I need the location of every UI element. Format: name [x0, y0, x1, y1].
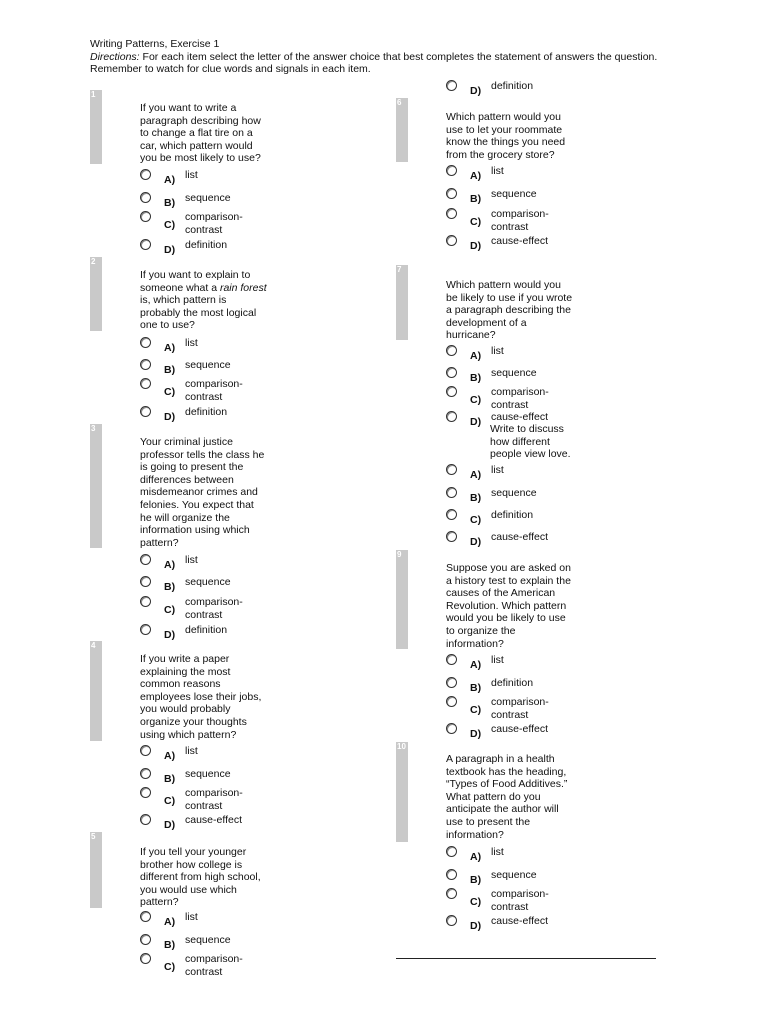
carryover-option[interactable] — [446, 80, 606, 100]
option-label: sequence — [491, 188, 537, 200]
option-c[interactable] — [446, 888, 606, 913]
question-number: 3 — [91, 424, 96, 433]
option-label: comparison-contrast — [491, 208, 549, 233]
option-d[interactable] — [446, 235, 606, 255]
option-letter: A) — [164, 750, 176, 762]
option-label: definition — [491, 80, 534, 92]
radio-button[interactable] — [140, 787, 151, 798]
radio-button[interactable] — [140, 596, 151, 607]
option-c[interactable] — [140, 787, 300, 812]
exercise-title: Writing Patterns, Exercise 1 — [90, 38, 220, 50]
option-c[interactable] — [446, 386, 606, 411]
radio-button[interactable] — [446, 869, 457, 880]
option-letter: C) — [470, 216, 482, 228]
question-prompt — [140, 269, 268, 332]
footer-rule — [396, 958, 656, 959]
option-letter: C) — [164, 604, 176, 616]
option-letter: D) — [470, 416, 482, 428]
option-letter: C) — [164, 795, 176, 807]
option-letter: A) — [470, 170, 482, 182]
option-label: comparison-contrast — [185, 953, 243, 978]
question-number-bar — [90, 832, 102, 908]
option-letter: D) — [470, 240, 482, 252]
radio-button[interactable] — [446, 235, 457, 246]
option-label: list — [185, 745, 198, 757]
option-label: definition — [185, 406, 228, 418]
option-letter: D) — [164, 819, 176, 831]
option-label: list — [185, 169, 198, 181]
directions — [90, 51, 690, 64]
option-letter: C) — [470, 514, 482, 526]
radio-button[interactable] — [446, 677, 457, 688]
option-label: cause-effect — [491, 411, 549, 423]
option-letter: D) — [470, 920, 482, 932]
radio-button[interactable] — [140, 768, 151, 779]
radio-button[interactable] — [446, 464, 457, 475]
option-letter: A) — [470, 350, 482, 362]
option-c[interactable] — [140, 211, 300, 236]
option-letter: B) — [164, 581, 176, 593]
option-a[interactable] — [446, 846, 606, 866]
question-2 — [90, 257, 390, 427]
option-letter: B) — [470, 682, 482, 694]
option-b[interactable] — [140, 359, 300, 379]
radio-button[interactable] — [140, 406, 151, 417]
question-number: 9 — [397, 550, 402, 559]
radio-button[interactable] — [140, 934, 151, 945]
option-letter: A) — [164, 916, 176, 928]
radio-button[interactable] — [140, 192, 151, 203]
option-letter: A) — [470, 851, 482, 863]
question-prompt: If you want to write a paragraph describing how to change a flat tire on a car, which pattern would you be most likely to use? — [140, 102, 261, 165]
question-1 — [90, 90, 390, 260]
radio-button[interactable] — [140, 953, 151, 964]
radio-button[interactable] — [446, 367, 457, 378]
radio-button[interactable] — [446, 208, 457, 219]
option-letter: A) — [470, 659, 482, 671]
option-b[interactable] — [140, 192, 300, 212]
option-label: sequence — [185, 192, 231, 204]
reminder-text: Remember to watch for clue words and signals in each item. — [90, 63, 371, 75]
option-label: list — [491, 654, 504, 666]
option-a[interactable] — [446, 464, 606, 484]
radio-button[interactable] — [446, 915, 457, 926]
option-letter: D) — [470, 536, 482, 548]
question-number-bar — [90, 424, 102, 548]
question-prompt: Which pattern would you be likely to use if you wrote a paragraph describing the development of a hurricane? — [446, 279, 573, 342]
question-number-bar — [90, 257, 102, 331]
question-number: 10 — [397, 742, 406, 751]
radio-button[interactable] — [140, 211, 151, 222]
option-letter: B) — [164, 773, 176, 785]
option-letter: B) — [164, 197, 176, 209]
option-c[interactable] — [140, 596, 300, 621]
radio-button[interactable] — [446, 345, 457, 356]
question-3 — [90, 424, 390, 644]
option-label: sequence — [491, 487, 537, 499]
option-d[interactable] — [140, 814, 300, 834]
option-b[interactable] — [140, 576, 300, 596]
question-number-bar — [396, 550, 408, 649]
radio-button[interactable] — [446, 165, 457, 176]
option-letter: C) — [164, 219, 176, 231]
option-b[interactable] — [446, 869, 606, 889]
radio-button[interactable] — [446, 386, 457, 397]
question-prompt: Suppose you are asked on a history test to explain the causes of the American Revolution. Which pattern would you be likely to use to organize the information? — [446, 562, 571, 650]
option-label: cause-effect — [491, 235, 549, 247]
directions-text: For each item select the letter of the answer choice that best completes the statement of answers the question. — [139, 50, 658, 63]
option-c[interactable] — [140, 378, 300, 403]
page-header — [90, 38, 690, 76]
option-letter: A) — [164, 559, 176, 571]
option-letter: B) — [470, 874, 482, 886]
option-letter: C) — [470, 394, 482, 406]
option-c[interactable] — [446, 696, 606, 721]
question-number-bar — [396, 742, 408, 842]
prompt-text: is, which pattern is probably the most logical one to use? — [140, 294, 257, 332]
question-number-bar — [90, 90, 102, 164]
question-number-bar — [396, 265, 408, 340]
question-number-bar — [90, 641, 102, 741]
option-label: definition — [185, 239, 228, 251]
option-label: comparison-contrast — [185, 787, 243, 812]
option-label: sequence — [491, 869, 537, 881]
option-a[interactable] — [140, 337, 300, 357]
prompt-text: If you want to explain to someone what a — [140, 269, 251, 294]
radio-button[interactable] — [140, 745, 151, 756]
option-letter: D) — [164, 411, 176, 423]
question-7 — [396, 265, 696, 440]
option-label: sequence — [185, 576, 231, 588]
question-number: 7 — [397, 265, 402, 274]
option-b[interactable] — [446, 487, 606, 507]
option-label: definition — [491, 509, 534, 521]
question-prompt: If you tell your younger brother how college is different from high school, you would use which pattern? — [140, 846, 261, 909]
radio-button[interactable] — [446, 80, 457, 91]
option-label: list — [491, 846, 504, 858]
option-b[interactable] — [446, 677, 606, 697]
radio-button[interactable] — [140, 337, 151, 348]
option-letter: B) — [164, 939, 176, 951]
option-label: sequence — [185, 768, 231, 780]
option-a[interactable] — [140, 911, 300, 931]
option-letter: B) — [470, 372, 482, 384]
question-4 — [90, 641, 390, 831]
question-prompt: Your criminal justice professor tells the class he is going to present the differences between misdemeanor crimes and felonies. You expect that he will organize the information using which pattern? — [140, 436, 265, 549]
option-d[interactable] — [446, 915, 606, 935]
option-a[interactable] — [140, 554, 300, 574]
option-b[interactable] — [446, 188, 606, 208]
option-c[interactable] — [446, 208, 606, 233]
radio-button[interactable] — [140, 576, 151, 587]
radio-button[interactable] — [446, 188, 457, 199]
option-a[interactable] — [140, 745, 300, 765]
option-a[interactable] — [446, 345, 606, 365]
question-9 — [396, 550, 696, 745]
option-b[interactable] — [140, 934, 300, 954]
radio-button[interactable] — [140, 554, 151, 565]
radio-button[interactable] — [446, 696, 457, 707]
option-label: cause-effect — [185, 814, 243, 826]
radio-button[interactable] — [140, 169, 151, 180]
option-label: comparison-contrast — [185, 596, 243, 621]
radio-button[interactable] — [446, 531, 457, 542]
option-a[interactable] — [446, 654, 606, 674]
radio-button[interactable] — [446, 509, 457, 520]
option-letter: C) — [470, 704, 482, 716]
option-d[interactable] — [446, 723, 606, 743]
radio-button[interactable] — [446, 846, 457, 857]
question-5 — [90, 832, 390, 982]
option-label: comparison-contrast — [491, 888, 549, 913]
option-label: cause-effect — [491, 915, 549, 927]
option-letter: D) — [470, 85, 482, 97]
question-number: 2 — [91, 257, 96, 266]
option-d[interactable] — [140, 406, 300, 426]
question-number: 6 — [397, 98, 402, 107]
option-label: list — [491, 165, 504, 177]
question-number: 5 — [91, 832, 96, 841]
question-number: 4 — [91, 641, 96, 650]
option-b[interactable] — [446, 367, 606, 387]
option-d[interactable] — [446, 531, 606, 551]
radio-button[interactable] — [140, 378, 151, 389]
option-letter: A) — [164, 174, 176, 186]
question-6 — [396, 98, 696, 258]
option-label: definition — [185, 624, 228, 636]
radio-button[interactable] — [140, 911, 151, 922]
option-label: definition — [491, 677, 534, 689]
radio-button[interactable] — [140, 359, 151, 370]
option-letter: D) — [164, 244, 176, 256]
option-letter: D) — [164, 629, 176, 641]
option-d[interactable] — [140, 239, 300, 259]
option-letter: D) — [470, 728, 482, 740]
radio-button[interactable] — [140, 239, 151, 250]
directions-label: Directions: — [90, 50, 140, 63]
radio-button[interactable] — [446, 487, 457, 498]
option-label: cause-effect — [491, 723, 549, 735]
option-a[interactable] — [446, 165, 606, 185]
option-label: list — [491, 464, 504, 476]
radio-button[interactable] — [140, 814, 151, 825]
question-8 — [396, 420, 696, 550]
option-label: comparison-contrast — [491, 696, 549, 721]
option-label: cause-effect — [491, 531, 549, 543]
option-a[interactable] — [140, 169, 300, 189]
option-label: sequence — [491, 367, 537, 379]
question-prompt: Which pattern would you use to let your roommate know the things you need from the grocery store? — [446, 111, 566, 161]
prompt-emphasis: rain forest — [219, 281, 267, 294]
option-c[interactable] — [140, 953, 300, 978]
option-letter: C) — [164, 386, 176, 398]
option-label: list — [185, 554, 198, 566]
option-label: list — [185, 337, 198, 349]
radio-button[interactable] — [446, 654, 457, 665]
option-label: list — [491, 345, 504, 357]
option-label: comparison-contrast — [185, 211, 243, 236]
question-prompt: Write to discuss how different people view love. — [490, 423, 571, 461]
option-b[interactable] — [140, 768, 300, 788]
radio-button[interactable] — [140, 624, 151, 635]
option-letter: B) — [470, 193, 482, 205]
option-label: sequence — [185, 359, 231, 371]
option-label: sequence — [185, 934, 231, 946]
option-letter: B) — [164, 364, 176, 376]
question-number-bar — [396, 98, 408, 162]
option-label: comparison-contrast — [185, 378, 243, 403]
option-c[interactable] — [446, 509, 606, 529]
option-label: list — [185, 911, 198, 923]
option-letter: C) — [470, 896, 482, 908]
option-letter: C) — [164, 961, 176, 973]
radio-button[interactable] — [446, 888, 457, 899]
option-letter: B) — [470, 492, 482, 504]
option-label: comparison-contrast — [491, 386, 549, 411]
question-prompt: If you write a paper explaining the most common reasons employees lose their jobs, you would probably organize your thoughts using which pattern? — [140, 653, 262, 741]
option-letter: A) — [470, 469, 482, 481]
question-10 — [396, 742, 696, 937]
question-number: 1 — [91, 90, 96, 99]
question-prompt: A paragraph in a health textbook has the heading, “Types of Food Additives.” What pattern do you anticipate the author will use to present the information? — [446, 753, 568, 841]
option-letter: A) — [164, 342, 176, 354]
radio-button[interactable] — [446, 723, 457, 734]
